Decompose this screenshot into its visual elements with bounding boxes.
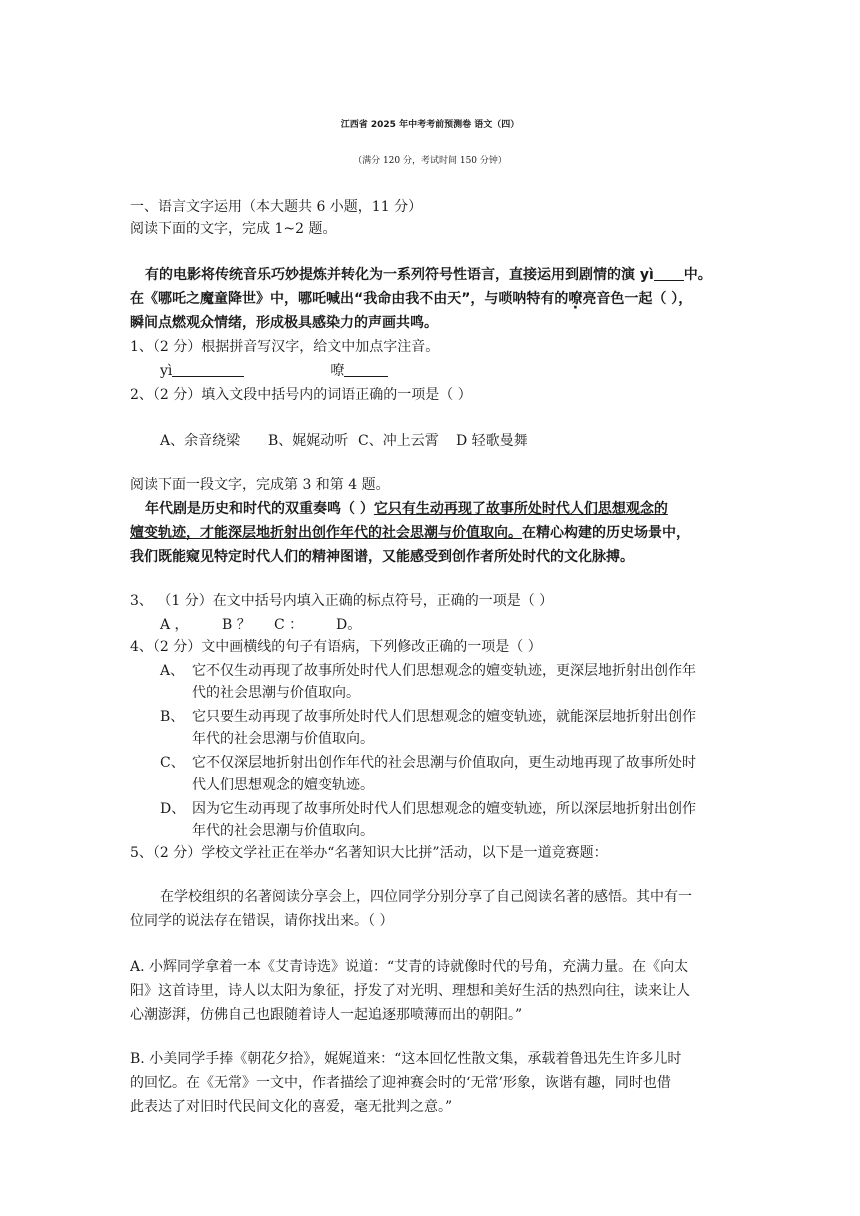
passage1-line2-text: 在《哪吒之魔童降世》中，哪吒喊出“我命由我不由天”，与唢呐特有的 <box>130 291 569 307</box>
passage1-line1-end: 中。 <box>683 267 712 283</box>
passage2-underlined-1: 它只有生动再现了故事所处时代人们思想观念的 <box>373 501 668 517</box>
blank2-label: 嘹 <box>330 363 345 379</box>
passage1-blank <box>654 264 684 281</box>
blank1-line[interactable] <box>172 360 244 377</box>
passage2-line1 <box>145 498 668 520</box>
passage1-line1 <box>145 264 712 286</box>
q4-option-c-line2: 代人们思想观念的嬗变轨迹。 <box>192 777 374 793</box>
question4-stem: 4、（2 分）文中画横线的句子有语病，下列修改正确的一项是（ ） <box>130 639 542 655</box>
question3-stem: 3、 （1 分）在文中括号内填入正确的标点符号，正确的一项是（ ） <box>130 593 554 609</box>
q4-option-c-line1: 它不仅深层地折射出创作年代的社会思潮与价值取向，更生动地再现了故事所处时 <box>192 755 696 771</box>
passage1-line2-end: 亮音色一起（ ）， <box>582 291 693 307</box>
dotted-char: 嘹 <box>568 291 583 307</box>
q4-option-a-line1: 它不仅生动再现了故事所处时代人们思想观念的嬗变轨迹，更深层地折射出创作年 <box>192 663 696 679</box>
q5-option-b-line3: 此表达了对旧时代民间文化的喜爱，毫无批判之意。” <box>130 1099 453 1115</box>
q2-option-b[interactable]: B、娓娓动听 <box>268 433 349 449</box>
passage2-line2 <box>130 522 690 544</box>
q4-option-d-line2: 年代的社会思潮与价值取向。 <box>192 823 374 839</box>
q4-option-a-line2: 代的社会思潮与价值取向。 <box>192 685 360 701</box>
q5-option-b-line2: 的回忆。在《无常》一文中，作者描绘了迎神赛会时的‘无常’形象，诙谐有趣，同时也借 <box>130 1075 671 1091</box>
q4-option-d-line1: 因为它生动再现了故事所处时代人们思想观念的嬗变轨迹，所以深层地折射出创作 <box>192 801 696 817</box>
q4-option-b-line1: 它只要生动再现了故事所处时代人们思想观念的嬗变轨迹，就能深层地折射出创作 <box>192 709 696 725</box>
q2-option-d[interactable]: D 轻歌曼舞 <box>456 433 528 449</box>
q4-option-a-label[interactable]: A、 <box>160 663 185 679</box>
passage2-underlined-2: 嬗变轨迹，才能深层地折射出创作年代的社会思潮与价值取向。 <box>130 525 522 541</box>
passage2-line2-end: 在精心构建的历史场景中， <box>522 525 690 541</box>
question5-stem: 5、（2 分）学校文学社正在举办“名著知识大比拼”活动，以下是一道竞赛题： <box>130 845 608 861</box>
passage1-line3: 瞬间点燃观众情绪，形成极具感染力的声画共鸣。 <box>130 315 438 331</box>
page-subtitle: （满分 120 分，考试时间 150 分钟） <box>353 156 507 166</box>
q4-option-c-label[interactable]: C、 <box>160 755 185 771</box>
reading-intro-2: 阅读下面一段文字，完成第 3 和第 4 题。 <box>130 477 390 493</box>
passage1-line2 <box>130 288 692 310</box>
page-title: 江西省 2025 年中考考前预测卷 语文（四） <box>340 120 520 130</box>
q4-option-b-line2: 年代的社会思潮与价值取向。 <box>192 731 374 747</box>
q2-option-a[interactable]: A、余音绕梁 <box>160 433 241 449</box>
q5-option-b-line1[interactable]: B. 小美同学手捧《朝花夕拾》，娓娓道来：“这本回忆性散文集，承载着鲁迅先生许多儿时 <box>130 1051 682 1067</box>
q5-prompt-line2: 位同学的说法存在错误，请你找出来。（ ） <box>130 913 394 929</box>
section-heading: 一、语言文字运用（本大题共 6 小题，11 分） <box>130 199 423 215</box>
q4-option-d-label[interactable]: D、 <box>160 801 186 817</box>
q5-option-a-line2: 阳》这首诗里，诗人以太阳为象征，抒发了对光明、理想和美好生活的热烈向往，读来让人 <box>130 983 690 999</box>
passage1-line1-text: 有的电影将传统音乐巧妙提炼并转化为一系列符号性语言，直接运用到剧情的演 yì <box>145 267 654 283</box>
q4-option-b-label[interactable]: B、 <box>160 709 185 725</box>
blank1-label: yì <box>160 363 173 379</box>
q5-option-a-line3: 心潮澎湃，仿佛自己也跟随着诗人一起追逐那喷薄而出的朝阳。” <box>130 1007 523 1023</box>
q3-option-a[interactable]: A ， <box>160 617 189 633</box>
question1-blanks <box>160 360 388 382</box>
question2-stem: 2、（2 分）填入文段中括号内的词语正确的一项是（ ） <box>130 387 472 403</box>
blank2-line[interactable] <box>344 360 388 377</box>
question2-options <box>160 430 528 452</box>
q5-prompt-line1: 在学校组织的名著阅读分享会上，四位同学分别分享了自己阅读名著的感悟。其中有一 <box>160 889 692 905</box>
reading-intro: 阅读下面的文字，完成 1~2 题。 <box>130 221 337 237</box>
q3-option-b[interactable]: B ？ <box>222 617 251 633</box>
q3-option-c[interactable]: C ： <box>274 617 304 633</box>
passage2-line1-text: 年代剧是历史和时代的双重奏鸣（ ） <box>145 501 374 517</box>
q5-option-a-line1[interactable]: A. 小辉同学拿着一本《艾青诗选》说道：“艾青的诗就像时代的号角，充满力量。在《向太 <box>130 959 689 975</box>
passage2-line3: 我们既能窥见特定时代人们的精神图谱，又能感受到创作者所处时代的文化脉搏。 <box>130 549 634 565</box>
question1-stem: 1、（2 分）根据拼音写汉字，给文中加点字注音。 <box>130 339 440 355</box>
question3-options <box>160 614 361 636</box>
q2-option-c[interactable]: C、冲上云霄 <box>358 433 439 449</box>
q3-option-d[interactable]: D。 <box>336 617 362 633</box>
